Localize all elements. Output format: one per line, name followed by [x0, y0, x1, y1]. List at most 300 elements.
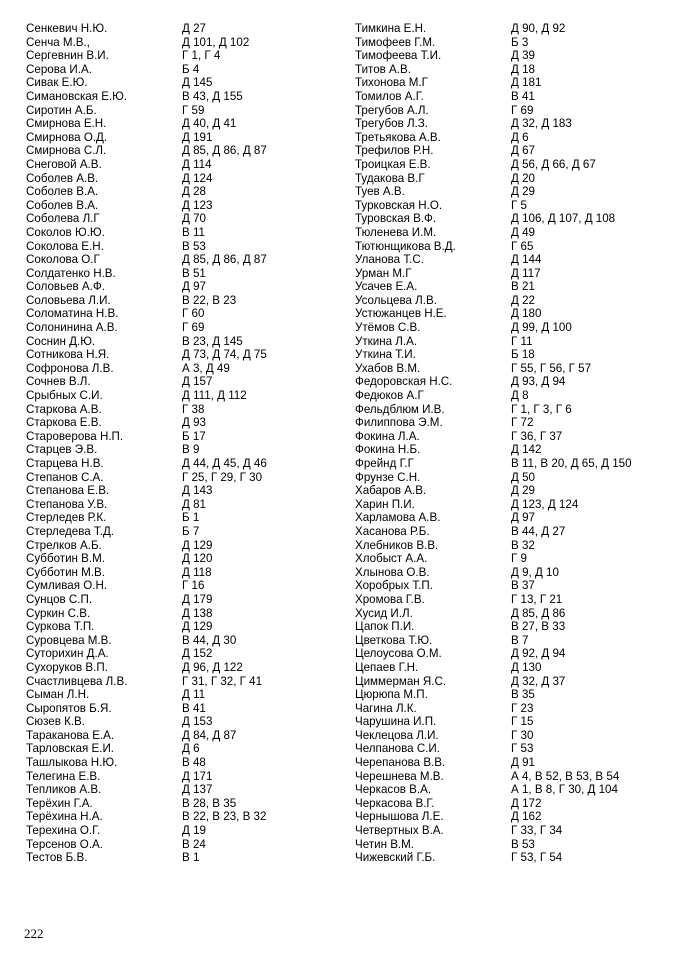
author-name: Чагина Л.К.	[355, 701, 417, 715]
author-name: Смирнова Е.Н.	[26, 117, 107, 131]
index-entry	[355, 443, 665, 457]
abstract-reference: Г 36, Г 37	[511, 429, 563, 443]
abstract-reference: Г 53	[511, 742, 534, 756]
author-name: Уткина Л.А.	[355, 334, 418, 348]
author-name: Терсенов О.А.	[26, 837, 103, 851]
index-entry	[26, 675, 336, 689]
abstract-reference: Д 20	[511, 171, 535, 185]
abstract-reference: Г 23	[511, 701, 534, 715]
author-name: Ухабов В.М.	[355, 361, 421, 375]
author-name: Черкасова В.Г.	[355, 796, 435, 810]
author-name: Соболев В.А.	[26, 198, 99, 212]
author-name: Челпанова С.И.	[355, 742, 440, 756]
index-entry	[355, 335, 665, 349]
abstract-reference: В 48	[182, 756, 206, 770]
index-entry	[26, 539, 336, 553]
abstract-reference: Д 172	[511, 796, 542, 810]
abstract-reference: В 35	[511, 688, 535, 702]
abstract-reference: В 7	[511, 633, 529, 647]
abstract-reference: В 11	[182, 225, 205, 239]
author-name: Суровцева М.В.	[26, 633, 112, 647]
abstract-reference: Г 65	[511, 239, 534, 253]
author-name: Симановская Е.Ю.	[26, 89, 128, 103]
index-entry	[26, 498, 336, 512]
author-name: Сухоруков В.П.	[26, 660, 108, 674]
author-name: Степанова У.В.	[26, 497, 108, 511]
abstract-reference: Д 29	[511, 185, 535, 199]
abstract-reference: Д 56, Д 66, Д 67	[511, 157, 596, 171]
index-entry	[355, 226, 665, 240]
abstract-reference: В 22, В 23, В 32	[182, 810, 267, 824]
author-name: Хромова Г.В.	[355, 592, 425, 606]
abstract-reference: Д 129	[182, 538, 213, 552]
index-entry	[26, 661, 336, 675]
author-name: Целоусова О.М.	[355, 647, 442, 661]
index-entry	[26, 362, 336, 376]
abstract-reference: Д 97	[182, 280, 206, 294]
author-name: Фрунзе С.Н.	[355, 470, 421, 484]
abstract-reference: Б 7	[182, 524, 200, 538]
abstract-reference: Д 85, Д 86, Д 87	[182, 253, 267, 267]
index-entry	[26, 76, 336, 90]
index-entry	[355, 457, 665, 471]
author-name: Хусид И.Л.	[355, 606, 413, 620]
abstract-reference: В 9	[182, 443, 200, 457]
index-entry	[355, 36, 665, 50]
author-name: Телегина Е.В.	[26, 769, 101, 783]
index-entry	[26, 267, 336, 281]
index-entry	[355, 117, 665, 131]
index-entry	[26, 838, 336, 852]
index-entry	[355, 620, 665, 634]
author-name: Софронова Л.В.	[26, 361, 114, 375]
abstract-reference: Г 1, Г 3, Г 6	[511, 402, 572, 416]
author-name: Сочнев В.Л.	[26, 375, 91, 389]
index-entry	[26, 335, 336, 349]
abstract-reference: Д 123, Д 124	[511, 497, 579, 511]
author-name: Тараканова Е.А.	[26, 728, 115, 742]
abstract-reference: Д 143	[182, 484, 213, 498]
author-name: Соловьев А.Ф.	[26, 280, 105, 294]
abstract-reference: В 23, Д 145	[182, 334, 243, 348]
index-entry	[355, 824, 665, 838]
abstract-reference: Г 55, Г 56, Г 57	[511, 361, 592, 375]
author-name: Старкова Е.В.	[26, 416, 102, 430]
abstract-reference: Г 25, Г 29, Г 30	[182, 470, 263, 484]
author-name: Солонинина А.В.	[26, 321, 118, 335]
abstract-reference: В 1	[182, 851, 200, 865]
abstract-reference: Д 28	[182, 185, 206, 199]
abstract-reference: Д 93	[182, 416, 206, 430]
author-name: Терёхина Н.А.	[26, 810, 103, 824]
index-entry	[26, 117, 336, 131]
index-entry	[355, 375, 665, 389]
abstract-reference: Д 117	[511, 266, 541, 280]
author-name: Уланова Т.С.	[355, 253, 424, 267]
author-name: Троицкая Е.В.	[355, 157, 431, 171]
index-entry	[355, 212, 665, 226]
index-entry	[26, 770, 336, 784]
index-entry	[26, 457, 336, 471]
author-name: Счастливцева Л.В.	[26, 674, 128, 688]
abstract-reference: Д 70	[182, 212, 206, 226]
author-name: Соколова Е.Н.	[26, 239, 104, 253]
author-name: Четвертных В.А.	[355, 824, 444, 838]
abstract-reference: Г 1, Г 4	[182, 49, 221, 63]
abstract-reference: Г 72	[511, 416, 534, 430]
index-entry	[355, 90, 665, 104]
author-name: Фокина Н.Б.	[355, 443, 421, 457]
index-entry	[26, 810, 336, 824]
index-entry	[26, 63, 336, 77]
index-entry	[26, 471, 336, 485]
abstract-reference: В 27, В 33	[511, 620, 566, 634]
author-name: Соболев В.А.	[26, 185, 99, 199]
author-name: Суркин С.В.	[26, 606, 91, 620]
index-entry	[26, 634, 336, 648]
author-name: Чеклецова Л.И.	[355, 728, 439, 742]
abstract-reference: В 24	[182, 837, 206, 851]
author-name: Солдатенко Н.В.	[26, 266, 116, 280]
abstract-reference: Д 93, Д 94	[511, 375, 566, 389]
abstract-reference: Д 124	[182, 171, 213, 185]
author-name: Хлынова О.В.	[355, 565, 430, 579]
index-entry	[355, 240, 665, 254]
author-name: Сунцов С.П.	[26, 592, 93, 606]
author-name: Фокина Л.А.	[355, 429, 420, 443]
index-entry	[355, 797, 665, 811]
abstract-reference: Д 191	[182, 130, 213, 144]
author-name: Сенкевич Н.Ю.	[26, 22, 108, 35]
author-name: Серова И.А.	[26, 62, 92, 76]
author-name: Черкасов В.А.	[355, 783, 432, 797]
index-entry	[355, 552, 665, 566]
index-entry	[355, 131, 665, 145]
index-entry	[26, 22, 336, 36]
abstract-reference: В 44, Д 30	[182, 633, 237, 647]
abstract-reference: Д 145	[182, 76, 213, 90]
abstract-reference: А 1, В 8, Г 30, Д 104	[511, 783, 618, 797]
index-entry	[26, 131, 336, 145]
index-entry	[355, 634, 665, 648]
abstract-reference: В 37	[511, 579, 535, 593]
abstract-reference: Д 153	[182, 715, 213, 729]
author-name: Стрелков А.Б.	[26, 538, 102, 552]
index-entry	[355, 539, 665, 553]
author-name: Тютюнщикова В.Д.	[355, 239, 456, 253]
author-name: Смирнова О.Д.	[26, 130, 108, 144]
author-name: Старкова А.В.	[26, 402, 102, 416]
index-entry	[355, 851, 665, 865]
index-entry	[355, 416, 665, 430]
abstract-reference: Г 69	[511, 103, 534, 117]
index-entry	[26, 430, 336, 444]
author-name: Тарловская Е.И.	[26, 742, 115, 756]
abstract-reference: Д 49	[511, 225, 535, 239]
abstract-reference: В 32	[511, 538, 535, 552]
abstract-reference: Д 18	[511, 62, 535, 76]
index-entry	[26, 389, 336, 403]
abstract-reference: В 53	[511, 837, 535, 851]
abstract-reference: Д 181	[511, 76, 542, 90]
index-column-right	[355, 22, 665, 865]
author-name: Тихонова М.Г	[355, 76, 428, 90]
author-name: Харламова А.В.	[355, 511, 441, 525]
abstract-reference: Д 73, Д 74, Д 75	[182, 348, 267, 362]
author-name: Сергевнин В.И.	[26, 49, 109, 63]
abstract-reference: А 3, Д 49	[182, 361, 230, 375]
index-entry	[355, 307, 665, 321]
abstract-reference: В 44, Д 27	[511, 524, 566, 538]
index-entry	[355, 144, 665, 158]
index-entry	[355, 498, 665, 512]
author-name: Федюков А.Г	[355, 389, 424, 403]
author-name: Тюленева И.М.	[355, 225, 437, 239]
author-name: Трефилов Р.Н.	[355, 144, 434, 158]
index-entry	[26, 104, 336, 118]
index-entry	[355, 104, 665, 118]
abstract-reference: В 22, В 23	[182, 293, 237, 307]
index-entry	[26, 824, 336, 838]
abstract-reference: Д 39	[511, 49, 535, 63]
index-entry	[26, 49, 336, 63]
index-entry	[355, 199, 665, 213]
author-name: Утёмов С.В.	[355, 321, 421, 335]
author-name: Субботин М.В.	[26, 565, 106, 579]
index-entry	[355, 403, 665, 417]
author-name: Терехина О.Г.	[26, 824, 101, 838]
abstract-reference: Д 180	[511, 307, 542, 321]
index-entry	[355, 253, 665, 267]
author-name: Хасанова Р.Б.	[355, 524, 430, 538]
index-entry	[26, 484, 336, 498]
author-name: Сюзев К.В.	[26, 715, 86, 729]
abstract-reference: В 41	[182, 701, 206, 715]
index-entry	[355, 389, 665, 403]
index-entry	[355, 267, 665, 281]
author-name: Усольцева Л.В.	[355, 293, 437, 307]
author-name: Фрейнд Г.Г	[355, 457, 414, 470]
index-entry	[26, 226, 336, 240]
index-entry	[26, 253, 336, 267]
abstract-reference: В 41	[511, 89, 535, 103]
abstract-reference: В 28, В 35	[182, 796, 237, 810]
abstract-reference: Б 4	[182, 62, 200, 76]
index-entry	[355, 362, 665, 376]
index-entry	[355, 471, 665, 485]
author-name: Тимкина Е.Н.	[355, 22, 427, 35]
author-name: Хоробрых Т.П.	[355, 579, 433, 593]
author-name: Цепаев Г.Н.	[355, 660, 419, 674]
abstract-reference: Д 19	[182, 824, 206, 838]
abstract-reference: Д 40, Д 41	[182, 117, 237, 131]
abstract-reference: Г 31, Г 32, Г 41	[182, 674, 263, 688]
author-name: Старцева Н.В.	[26, 457, 104, 470]
index-entry	[355, 661, 665, 675]
abstract-reference: Д 142	[511, 443, 542, 457]
abstract-reference: Д 97	[511, 511, 535, 525]
abstract-reference: В 51	[182, 266, 206, 280]
abstract-reference: Д 29	[511, 484, 535, 498]
index-entry	[26, 647, 336, 661]
abstract-reference: Д 171	[182, 769, 213, 783]
index-entry	[26, 321, 336, 335]
index-entry	[26, 416, 336, 430]
author-name: Тестов Б.В.	[26, 851, 88, 865]
author-name: Цапок П.И.	[355, 620, 415, 634]
index-entry	[355, 783, 665, 797]
author-name: Хлебников В.В.	[355, 538, 439, 552]
author-name: Староверова Н.П.	[26, 429, 124, 443]
author-name: Снеговой А.В.	[26, 157, 102, 171]
abstract-reference: Д 85, Д 86, Д 87	[182, 144, 267, 158]
abstract-reference: Г 11	[511, 334, 533, 348]
author-name: Степанов С.А.	[26, 470, 104, 484]
author-name: Трегубов А.Л.	[355, 103, 429, 117]
author-name: Суркова Т.П.	[26, 620, 95, 634]
index-entry	[355, 702, 665, 716]
author-name: Сыман Л.Н.	[26, 688, 90, 702]
index-entry	[26, 375, 336, 389]
author-name: Старцев Э.В.	[26, 443, 98, 457]
index-entry	[26, 158, 336, 172]
index-entry	[26, 212, 336, 226]
abstract-reference: Д 120	[182, 552, 213, 566]
index-column-left	[26, 22, 336, 865]
index-entry	[26, 307, 336, 321]
index-entry	[355, 511, 665, 525]
abstract-reference: Г 60	[182, 307, 205, 321]
abstract-reference: Д 90, Д 92	[511, 22, 566, 35]
author-name: Циммерман Я.С.	[355, 674, 447, 688]
abstract-reference: Д 50	[511, 470, 535, 484]
author-name: Турковская Н.О.	[355, 198, 443, 212]
author-name: Сотникова Н.Я.	[26, 348, 110, 362]
abstract-reference: В 11, В 20, Д 65, Д 150	[511, 457, 632, 470]
abstract-reference: Д 101, Д 102	[182, 35, 250, 49]
index-entry	[26, 688, 336, 702]
author-name: Стерледева Т.Д.	[26, 524, 115, 538]
author-name: Сыропятов Б.Я.	[26, 701, 112, 715]
index-entry	[26, 511, 336, 525]
abstract-reference: Г 38	[182, 402, 205, 416]
abstract-reference: Д 123	[182, 198, 213, 212]
abstract-reference: Д 118	[182, 565, 212, 579]
index-entry	[355, 742, 665, 756]
author-name: Урман М.Г	[355, 266, 412, 280]
author-name: Трегубов Л.З.	[355, 117, 429, 131]
index-entry	[355, 647, 665, 661]
author-name: Соколова О.Г	[26, 253, 100, 267]
index-entry	[26, 199, 336, 213]
author-name: Федоровская Н.С.	[355, 375, 453, 389]
index-entry	[26, 851, 336, 865]
index-entry	[355, 566, 665, 580]
author-name: Ташлыкова Н.Ю.	[26, 756, 118, 770]
abstract-reference: Д 144	[511, 253, 542, 267]
author-name: Черепанова В.В.	[355, 756, 446, 770]
author-name: Томилов А.Г.	[355, 89, 424, 103]
index-entry	[26, 756, 336, 770]
abstract-reference: Д 99, Д 100	[511, 321, 572, 335]
author-name: Степанова Е.В.	[26, 484, 110, 498]
abstract-reference: Б 3	[511, 35, 529, 49]
author-name: Тимофеева Т.И.	[355, 49, 442, 63]
author-name: Суторихин Д.А.	[26, 647, 109, 661]
author-name: Тудакова В.Г	[355, 171, 425, 185]
index-entry	[26, 729, 336, 743]
abstract-reference: Г 15	[511, 715, 534, 729]
author-name: Сивак Е.Ю.	[26, 76, 88, 90]
author-name: Чижевский Г.Б.	[355, 851, 436, 865]
index-entry	[355, 321, 665, 335]
index-entry	[355, 579, 665, 593]
author-name: Титов А.В.	[355, 62, 411, 76]
abstract-reference: Д 22	[511, 293, 535, 307]
author-name: Четин В.М.	[355, 837, 415, 851]
abstract-reference: Д 96, Д 122	[182, 660, 243, 674]
abstract-reference: Д 11	[182, 688, 206, 702]
abstract-reference: Д 106, Д 107, Д 108	[511, 212, 616, 226]
index-entry	[355, 593, 665, 607]
abstract-reference: Д 91	[511, 756, 535, 770]
abstract-reference: Б 18	[511, 348, 535, 362]
abstract-reference: Г 53, Г 54	[511, 851, 563, 865]
abstract-reference: В 43, Д 155	[182, 89, 243, 103]
abstract-reference: Г 16	[182, 579, 205, 593]
abstract-reference: Г 69	[182, 321, 205, 335]
author-name: Смирнова С.Л.	[26, 144, 107, 158]
index-entry	[26, 348, 336, 362]
index-entry	[355, 294, 665, 308]
abstract-reference: Г 13, Г 21	[511, 592, 563, 606]
author-name: Чернышова Л.Е.	[355, 810, 444, 824]
index-entry	[26, 579, 336, 593]
author-name: Терёхин Г.А.	[26, 796, 93, 810]
index-entry	[26, 702, 336, 716]
abstract-reference: Б 17	[182, 429, 206, 443]
author-name: Хлобыст А.А.	[355, 552, 428, 566]
author-name: Субботин В.М.	[26, 552, 106, 566]
index-entry	[355, 770, 665, 784]
index-entry	[26, 443, 336, 457]
abstract-reference: Д 6	[182, 742, 200, 756]
author-name: Чарушина И.П.	[355, 715, 437, 729]
index-entry	[26, 403, 336, 417]
abstract-reference: Д 130	[511, 660, 542, 674]
abstract-reference: Г 59	[182, 103, 205, 117]
author-name: Соболев А.В.	[26, 171, 99, 185]
author-name: Цветкова Т.Ю.	[355, 633, 433, 647]
abstract-reference: В 53	[182, 239, 206, 253]
index-entry	[355, 172, 665, 186]
index-entry	[355, 607, 665, 621]
index-entry	[355, 280, 665, 294]
index-entry	[355, 158, 665, 172]
index-entry	[355, 430, 665, 444]
author-name: Тимофеев Г.М.	[355, 35, 436, 49]
index-entry	[26, 36, 336, 50]
index-entry	[355, 715, 665, 729]
abstract-reference: Д 6	[511, 130, 529, 144]
author-name: Соколов Ю.Ю.	[26, 225, 105, 239]
index-entry	[26, 90, 336, 104]
index-entry	[26, 294, 336, 308]
index-entry	[26, 742, 336, 756]
index-entry	[355, 675, 665, 689]
index-entry	[26, 783, 336, 797]
index-entry	[355, 348, 665, 362]
